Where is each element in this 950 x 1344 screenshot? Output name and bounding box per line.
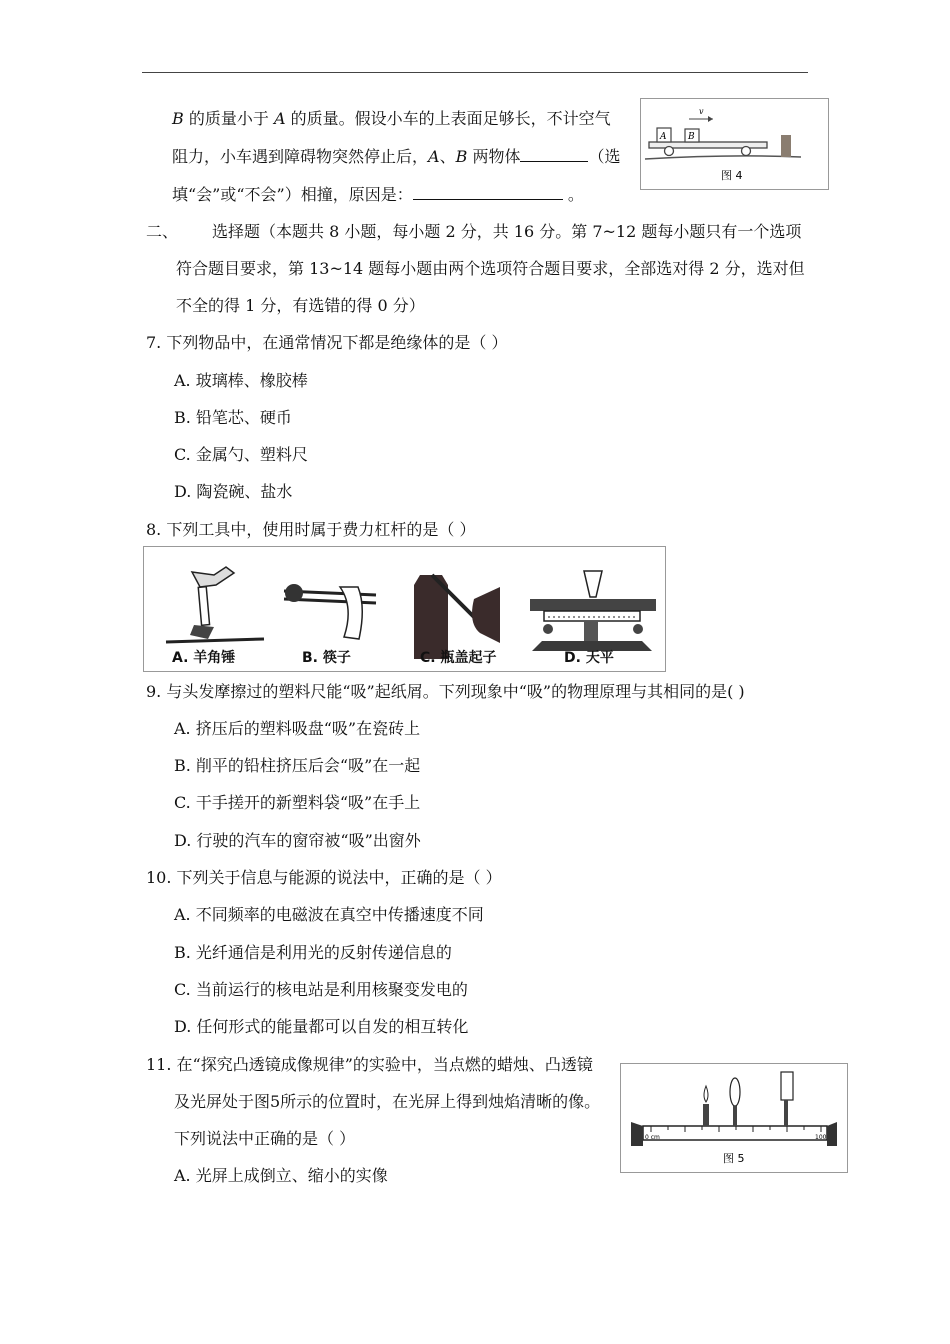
q9-option-b[interactable]: B. 削平的铅柱挤压后会“吸”在一起 [174,756,421,775]
q6-b-label: B [172,109,184,128]
block-a-label: A [660,132,667,142]
figure-5 [620,1063,848,1173]
q6-line-2 [172,147,620,167]
q6-a-label: A [273,109,286,128]
q6-text: 的质量。假设小车的上表面足够长，不计空气 [285,109,611,128]
block-b-label: B [688,132,695,142]
q6-text: 两物体 [467,147,521,166]
q10-option-d[interactable]: D. 任何形式的能量都可以自发的相互转化 [174,1017,469,1036]
tool-caption-b: B. 筷子 [302,650,351,666]
section-number: 二、 [146,222,179,241]
q6-text: 阻力，小车遇到障碍物突然停止后， [172,147,429,166]
q8-stem: 8. 下列工具中，使用时属于费力杠杆的是（ ） [146,520,476,539]
chopsticks-icon [284,584,376,639]
tool-caption-c: C. 瓶盖起子 [420,650,497,666]
q6-blank-1[interactable] [520,147,588,162]
ruler-start-label: 0 cm [645,1134,660,1141]
section-heading-line-3: 不全的得 1 分，有选错的得 0 分） [176,296,425,315]
claw-hammer-icon [166,567,264,642]
q7-stem: 7. 下列物品中，在通常情况下都是绝缘体的是（ ） [146,333,508,352]
q6-text: （选 [588,147,621,166]
figure-4 [640,98,829,190]
q6-a-label: A [428,147,440,166]
q10-option-a[interactable]: A. 不同频率的电磁波在真空中传播速度不同 [174,905,484,924]
tool-caption-d: D. 天平 [564,650,614,666]
q11-line-1: 11. 在“探究凸透镜成像规律”的实验中，当点燃的蜡烛、凸透镜 [146,1055,593,1074]
q11-line-2: 及光屏处于图5所示的位置时，在光屏上得到烛焰清晰的像。 [174,1092,601,1111]
q6-text: 填“会”或“不会”）相撞，原因是： [172,185,413,204]
lens-icon [730,1078,740,1126]
q9-stem: 9. 与头发摩擦过的塑料尺能“吸”起纸屑。下列现象中“吸”的物理原理与其相同的是( ) [146,682,745,701]
header-rule [142,72,808,73]
q7-option-b[interactable]: B. 铅笔芯、硬币 [174,408,292,427]
q11-line-3: 下列说法中正确的是（ ） [174,1129,356,1148]
candle-icon [703,1086,709,1126]
q6-text: 的质量小于 [183,109,274,128]
section-heading-line-2: 符合题目要求，第 13~14 题每小题由两个选项符合题目要求，全部选对得 2 分，选对但 [176,259,805,278]
tool-caption-a: A. 羊角锤 [172,650,236,666]
q6-line-3 [172,185,584,205]
q10-option-c[interactable]: C. 当前运行的核电站是利用核聚变发电的 [174,980,468,999]
q6-b-label: B [455,147,468,166]
ruler-end-label: 100 [815,1134,827,1141]
q6-text: 、 [439,147,456,166]
balance-scale-icon [530,571,656,651]
q7-option-c[interactable]: C. 金属勺、塑料尺 [174,445,308,464]
q6-text: 。 [562,185,584,204]
figure-5-caption: 图 5 [723,1152,745,1165]
q11-option-a[interactable]: A. 光屏上成倒立、缩小的实像 [174,1166,388,1185]
figure-4-caption: 图 4 [721,169,743,182]
q9-option-c[interactable]: C. 干手搓开的新塑料袋“吸”在手上 [174,793,421,812]
q9-option-a[interactable]: A. 挤压后的塑料吸盘“吸”在瓷砖上 [174,719,421,738]
q9-option-d[interactable]: D. 行驶的汽车的窗帘被“吸”出窗外 [174,831,421,850]
optical-bench-diagram [621,1064,847,1172]
tools-figure [143,546,666,672]
q10-option-b[interactable]: B. 光纤通信是利用光的反射传递信息的 [174,943,452,962]
q6-line-1 [172,109,611,129]
cart-diagram [641,99,828,189]
velocity-label: v [699,107,704,116]
q6-blank-2[interactable] [413,185,563,200]
q7-option-d[interactable]: D. 陶瓷碗、盐水 [174,482,293,501]
section-heading-line-1: 选择题（本题共 8 小题，每小题 2 分，共 16 分。第 7~12 题每小题只有一个选项 [212,222,802,241]
q7-option-a[interactable]: A. 玻璃棒、橡胶棒 [174,371,308,390]
q10-stem: 10. 下列关于信息与能源的说法中，正确的是（ ） [146,868,502,887]
obstacle [781,135,791,157]
screen-icon [781,1072,793,1126]
